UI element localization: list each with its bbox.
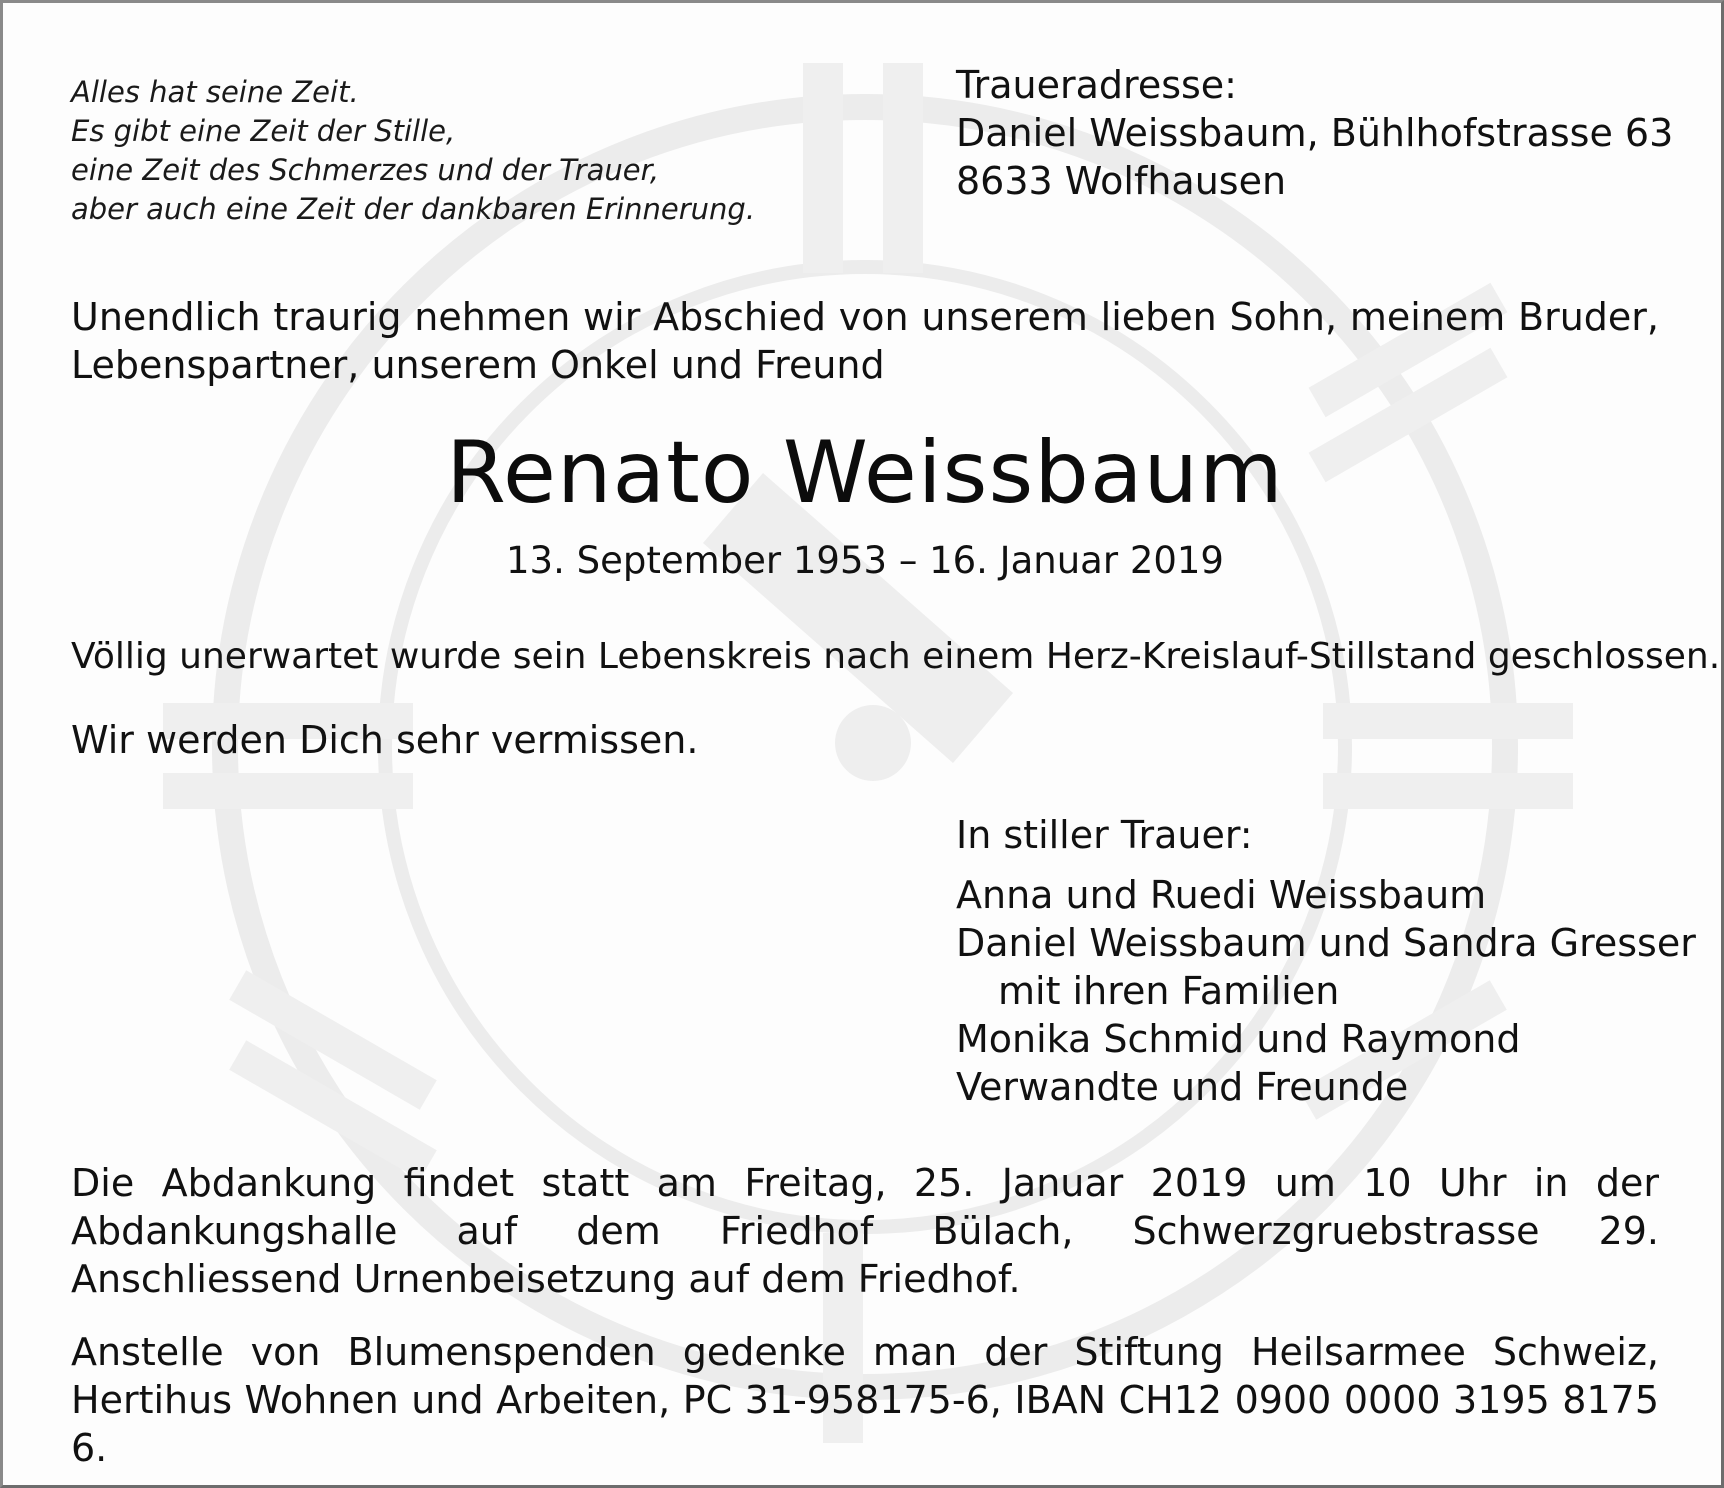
motto-verse <box>71 73 755 229</box>
address-street: Daniel Weissbaum, Bühlhofstrasse 63 <box>956 111 1674 155</box>
mourner-entry: Monika Schmid und Raymond <box>956 1017 1521 1061</box>
donation-paragraph: Anstelle von Blumenspenden gedenke man der Stiftung Heilsarmee Schweiz, Hertihus Wohnen und Arbeiten, PC 31-958175-6, IBAN CH12 0900 0000 3195 8175 6. <box>71 1330 1659 1470</box>
motto-line: Es gibt eine Zeit der Stille, <box>71 114 456 148</box>
motto-line: eine Zeit des Schmerzes und der Trauer, <box>71 153 660 187</box>
mourner-entry: Daniel Weissbaum und Sandra Gresser <box>956 921 1696 965</box>
life-dates: 13. September 1953 – 16. Januar 2019 <box>506 539 1224 582</box>
statement-paragraph: Völlig unerwartet wurde sein Lebenskreis nach einem Herz-Kreislauf-Stillstand geschlossen. <box>71 636 1721 677</box>
mourners-heading: In stiller Trauer: <box>956 813 1253 857</box>
motto-line: aber auch eine Zeit der dankbaren Erinnerung. <box>71 192 756 226</box>
intro-paragraph: Unendlich traurig nehmen wir Abschied von unserem lieben Sohn, meinem Bruder, Lebenspartner, unserem Onkel und Freund <box>71 295 1659 387</box>
motto-line: Alles hat seine Zeit. <box>71 75 359 109</box>
address-city: 8633 Wolfhausen <box>956 159 1287 203</box>
address-label: Traueradresse: <box>956 63 1237 107</box>
mourner-entry: Anna und Ruedi Weissbaum <box>956 873 1487 917</box>
service-paragraph: Die Abdankung findet statt am Freitag, 25. Januar 2019 um 10 Uhr in der Abdankungshalle auf dem Friedhof Bülach, Schwerzgruebstrasse 29. Anschliessend Urnenbeisetzung auf dem Friedhof. <box>71 1161 1659 1301</box>
mourning-address <box>956 61 1673 205</box>
deceased-name: Renato Weissbaum <box>446 423 1284 523</box>
mourner-entry: mit ihren Familien <box>998 969 1340 1013</box>
notice-content <box>3 3 1724 1488</box>
mourner-entry: Verwandte und Freunde <box>956 1065 1409 1109</box>
mourners-list <box>956 811 1696 1111</box>
farewell-line: Wir werden Dich sehr vermissen. <box>71 718 699 762</box>
